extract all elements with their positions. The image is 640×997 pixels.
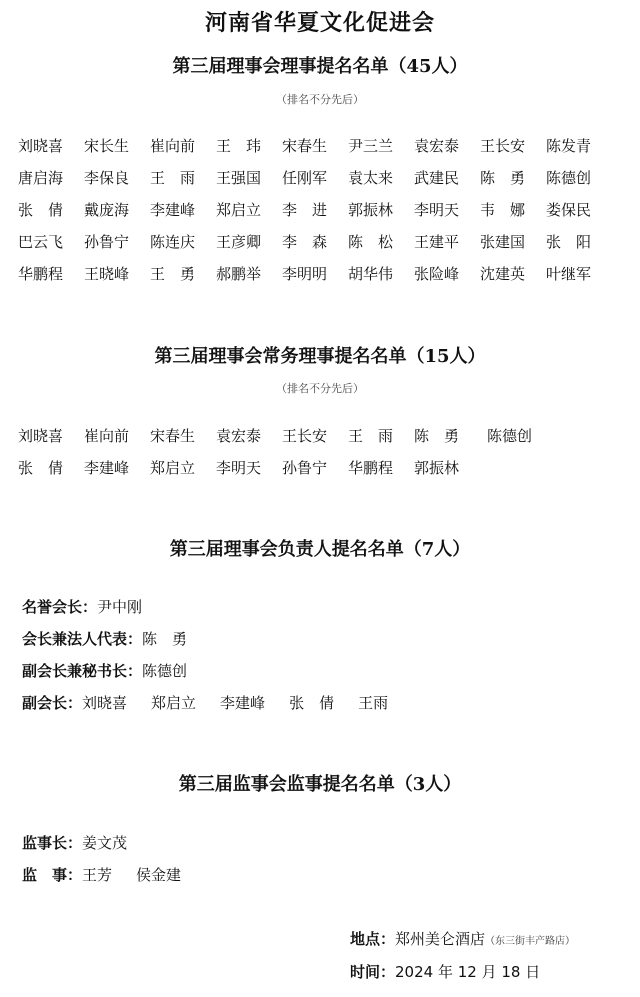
director-name: 李保良 [84,169,130,187]
director-name: 王强国 [216,169,262,187]
director-name: 李建峰 [150,201,196,219]
standing-director-name: 李建峰 [84,459,130,477]
director-name: 华鹏程 [18,265,64,283]
standing-director-name: 刘晓喜 [18,427,64,445]
role-label: 监 事： [22,866,83,884]
director-name: 胡华伟 [348,265,394,283]
director-name: 郭振林 [348,201,394,219]
directors-name-list [18,130,626,290]
director-name: 武建民 [414,169,460,187]
director-name: 张 倩 [18,201,64,219]
standing-name-list [18,420,626,484]
person-name: 刘晓喜 [82,694,128,712]
director-name: 孙鲁宁 [84,233,130,251]
role-label: 名誉会长： [22,598,98,616]
person-name: 郑启立 [151,694,197,712]
director-name: 王彦卿 [216,233,262,251]
standing-director-name: 郑启立 [150,459,196,477]
role-label: 监事长： [22,834,83,852]
person-name: 张 倩 [289,694,335,712]
person-name: 陈 勇 [142,630,188,648]
director-name: 戴庞海 [84,201,130,219]
director-name: 尹三兰 [348,137,394,155]
supervisor-row [22,864,622,885]
person-name: 李建峰 [220,694,266,712]
director-name: 陈发青 [546,137,592,155]
standing-director-name: 孙鲁宁 [282,459,328,477]
person-name: 王雨 [358,694,389,712]
standing-director-name: 袁宏泰 [216,427,262,445]
director-name: 王 勇 [150,265,196,283]
standing-director-name: 华鹏程 [348,459,394,477]
director-name: 袁太来 [348,169,394,187]
director-name: 张险峰 [414,265,460,283]
director-name: 王长安 [480,137,526,155]
role-label: 副会长兼秘书长： [22,662,143,680]
supervisors-heading: 第三届监事会监事提名名单（3人） [178,774,462,795]
director-name: 王 玮 [216,137,262,155]
director-name: 郝鹏举 [216,265,262,283]
time-row [350,961,635,982]
director-name: 陈 松 [348,233,394,251]
person-name: 王芳 [82,866,113,884]
standing-director-name: 陈 勇 [414,427,460,445]
director-name: 宋长生 [84,137,130,155]
director-name: 李明天 [414,201,460,219]
standing-note: （排名不分先后） [276,382,364,395]
standing-director-name: 宋春生 [150,427,196,445]
director-name: 崔向前 [150,137,196,155]
person-name: 尹中刚 [97,598,143,616]
directors-heading: 第三届理事会理事提名名单（45人） [172,56,468,77]
director-name: 陈 勇 [480,169,526,187]
director-name: 李明明 [282,265,328,283]
director-name: 唐启海 [18,169,64,187]
leader-row [22,628,622,649]
standing-director-name: 王长安 [282,427,328,445]
director-name: 张 阳 [546,233,592,251]
director-name: 宋春生 [282,137,328,155]
director-name: 巴云飞 [18,233,64,251]
standing-director-name: 郭振林 [414,459,460,477]
director-name: 叶继军 [546,265,592,283]
page-title: 河南省华夏文化促进会 [204,11,435,36]
director-name: 袁宏泰 [414,137,460,155]
standing-director-name: 张 倩 [18,459,64,477]
person-name: 侯金建 [136,866,182,884]
role-label: 副会长： [22,694,83,712]
time-label: 时间： [350,963,396,981]
standing-director-name: 崔向前 [84,427,130,445]
director-name: 王 雨 [150,169,196,187]
location-value: 郑州美仑酒店 [395,930,486,948]
standing-director-name: 陈德创 [487,427,533,445]
director-name: 刘晓喜 [18,137,64,155]
standing-heading: 第三届理事会常务理事提名名单（15人） [154,346,486,367]
time-value: 2024 年 12 月 18 日 [395,963,541,981]
director-name: 张建国 [480,233,526,251]
location-row [350,928,635,949]
director-name: 韦 娜 [480,201,526,219]
leaders-heading: 第三届理事会负责人提名名单（7人） [169,539,471,560]
director-name: 陈德创 [546,169,592,187]
role-label: 会长兼法人代表： [22,630,143,648]
director-name: 王晓峰 [84,265,130,283]
directors-note: （排名不分先后） [276,93,364,106]
director-name: 陈连庆 [150,233,196,251]
director-name: 娄保民 [546,201,592,219]
director-name: 任刚军 [282,169,328,187]
person-name: 陈德创 [142,662,188,680]
director-name: 王建平 [414,233,460,251]
standing-director-name: 王 雨 [348,427,394,445]
supervisor-row [22,832,622,853]
standing-director-name: 李明天 [216,459,262,477]
location-label: 地点： [350,930,396,948]
leader-row [22,692,622,713]
director-name: 沈建英 [480,265,526,283]
leader-row [22,596,622,617]
director-name: 李 进 [282,201,328,219]
location-note: （东三街丰产路店） [485,936,576,947]
person-name: 姜文茂 [82,834,128,852]
director-name: 郑启立 [216,201,262,219]
leader-row [22,660,622,681]
director-name: 李 森 [282,233,328,251]
